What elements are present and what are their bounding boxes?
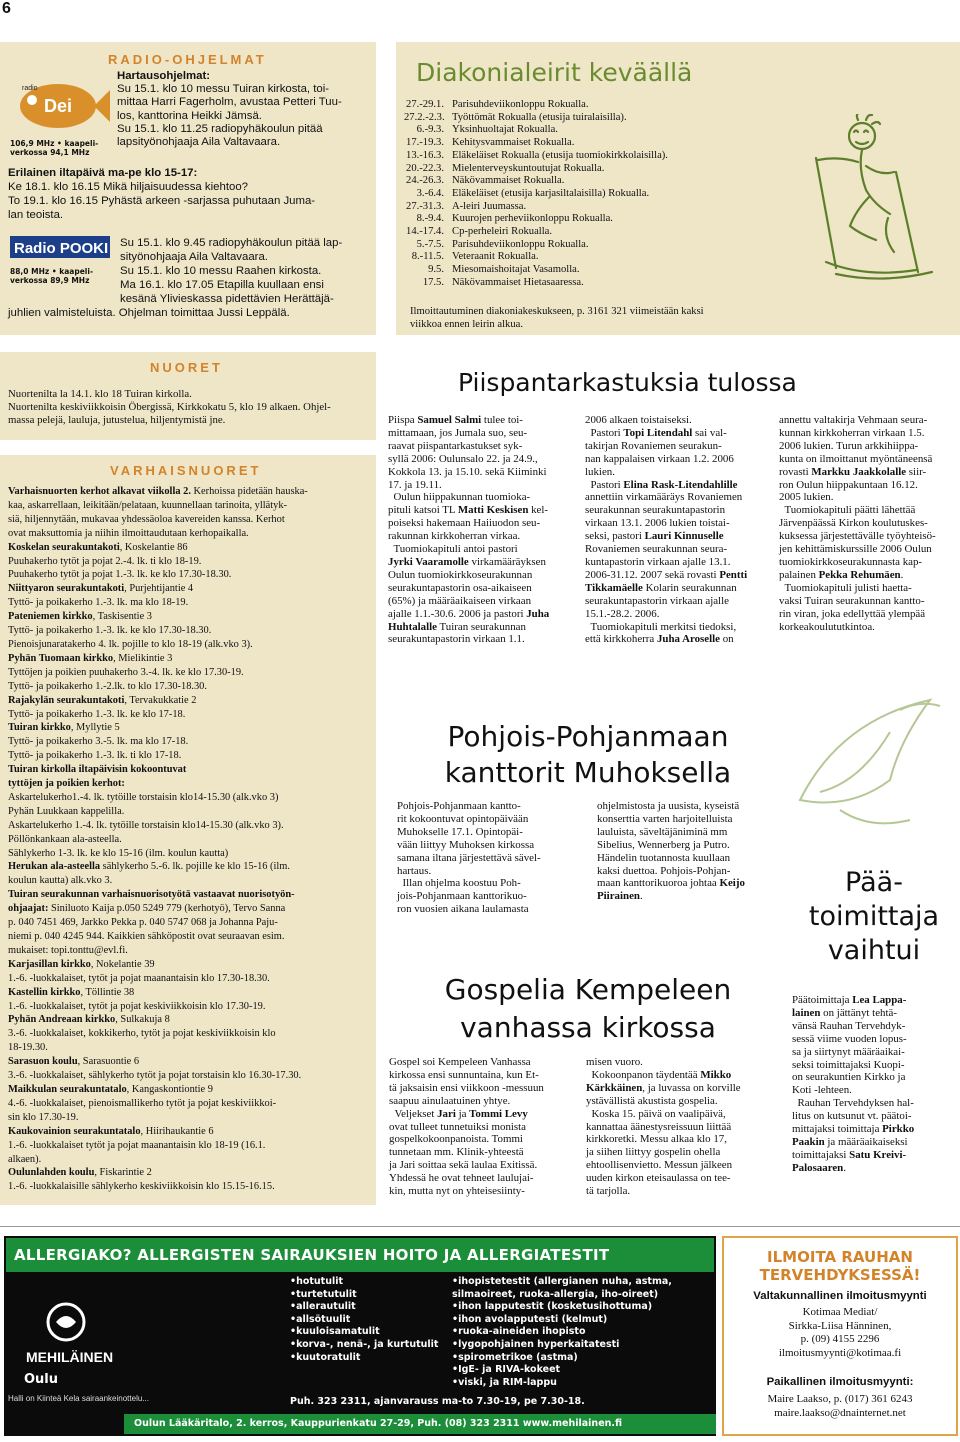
article-line: Händelin tuotannosta kuullaan (597, 851, 731, 864)
article-line: 2006 alkaen toistaiseksi. (585, 414, 692, 426)
ilmoita-line: Sirkka-Liisa Hänninen, (788, 1319, 892, 1332)
ilmoita-sub: Valtakunnallinen ilmoitusmyynti (753, 1290, 927, 1302)
article-line: kuntapastorin virkaan ajalle 13.1. (585, 555, 731, 568)
paatoimittaja-title-line: vaihtui (827, 935, 921, 966)
article-line: vaksi Tuiran seurakunnan kantto- (779, 594, 925, 607)
article-line: kirkkoretki. Messu alkaa klo 17, (586, 1133, 727, 1146)
skier-illustration-icon (796, 114, 946, 284)
article-line: litus on kutsunut vt. päätoi- (792, 1110, 912, 1123)
radio-last-line: juhlien valmisteluista. Ohjelman toimittaa Jussi Leppälä. (8, 307, 290, 319)
gospel-col2 (586, 1056, 774, 1198)
article-line: vään liittyy Muhoksen kirkossa (397, 838, 535, 851)
page-number: 6 (2, 0, 11, 17)
varhaisnuoret-box (0, 455, 376, 1205)
varhais-line: 1.-6. -luokkalaiset, tytöt ja pojat keskiviikkoisin klo 17.30-19. (8, 1000, 266, 1012)
article-line: Tikkamäelle Kolarin seurakunnan (585, 581, 737, 594)
diakonia-row: 17.-19.3. Kehitysvammaiset Rokualla. (406, 137, 575, 149)
article-line: lukien. (585, 465, 615, 478)
varhais-line: Pateniemen kirkko, Taskisentie 3 (8, 611, 152, 623)
radio-line: Hartausohjelmat: (117, 70, 211, 82)
varhais-line: Herukan ala-asteella sählykerho 5.-6. lk. pojille ke klo 15-16 (ilm. (8, 861, 290, 873)
piispa-col2 (585, 414, 767, 646)
article-line: ystävällistä akustista gospelia. (586, 1094, 718, 1107)
article-line: ja siihen liittyy gospelin ohella (586, 1146, 721, 1159)
article-line: rit kokoontuvat opintopäivään (397, 812, 529, 825)
article-line: Koti -lehteen. (792, 1084, 852, 1097)
radio-line: lan teoista. (8, 209, 64, 221)
radio-line: mittaa Harri Fagerholm, avustaa Petteri Tuu- (117, 96, 342, 109)
ad-list-item: •ihon avolapputesti (kelmut) (452, 1313, 608, 1325)
article-line: Järvenpäässä Kirkon koulutuskes- (779, 517, 928, 530)
varhais-line: Tyttö- ja poikakerho 1.-3. lk. ma klo 18-19. (8, 597, 189, 609)
kanttorit-col1 (397, 800, 579, 916)
varhais-line: 3.-6. -luokkalaiset, kokkikerho, tytöt ja pojat keskiviikkoisin klo (8, 1028, 276, 1040)
varhais-line: mukaiset: topi.tonttu@evl.fi. (8, 944, 128, 956)
ad-list-item: silmaoireet, ruoka-allergia, iho-oireet) (452, 1288, 659, 1300)
article-line: tä jaksaisin ensi viikkoon -messuun (389, 1081, 544, 1094)
varhais-line: ovat maksuttomia ja niihin ilmoittaudutaan kerhopaikalla. (8, 527, 249, 539)
varhais-line: Koskelan seurakuntakoti, Koskelantie 86 (8, 541, 188, 553)
article-line: lauluista, säveltäjäniminä mm (597, 825, 728, 838)
article-line: seurakuntapastorin osa-aikaiseen (388, 581, 532, 594)
varhais-line: koulun kautta) alk.vko 3. (8, 875, 113, 887)
radio-line: Su 15.1. klo 10 messu Raahen kirkosta. (120, 265, 322, 277)
article-line: uuden kirkon eteisaulassa on tee- (586, 1172, 731, 1185)
article-line: Kokoonpanon täydentää Mikko (586, 1068, 732, 1081)
varhais-line: Sarasuon koulu, Sarasuontie 6 (8, 1056, 140, 1068)
article-line: Tuomiokapituli päätti lähettää (779, 504, 916, 517)
radio-line: sityönohjaaja Aila Valtavaara. (120, 251, 268, 263)
varhais-line: 1.-6. -luokkalaiset tytöt ja pojat maanantaisin klo 18-19 (16.1. (8, 1139, 266, 1151)
article-line: Gospel soi Kempeleen Vanhassa (389, 1056, 531, 1068)
varhais-line: 1.-6. -luokkalaiset, tytöt ja pojat maanantaisin klo 17.30-18.30. (8, 972, 270, 984)
article-line: saapuu ainulaatuinen yhtye. (389, 1094, 511, 1107)
ilmoita-line: maire.laakso@dnainternet.net (774, 1406, 906, 1419)
article-line: Palosaaren. (792, 1161, 846, 1174)
ad-list-item: •lygopohjainen hyperkaitatesti (452, 1338, 620, 1350)
diakonia-row: 27.2.-2.3. Työttömät Rokualla (etusija tuiralaisilla). (404, 111, 627, 123)
ad-address-bar (124, 1414, 716, 1434)
article-line: nan kappalaisen virkaan 1.2. 2006 (585, 452, 734, 465)
ilmoita-title-line: TERVEHDYKSESSÄ! (759, 1266, 921, 1284)
varhais-line: 18-19.30. (8, 1042, 48, 1054)
article-line: seksi, pastori Lauri Kinnuselle (585, 530, 724, 543)
article-line: Huhtalalle Tuiran seurakunnan (388, 620, 526, 633)
article-line: gospelkokoonpanoista. Tommi (389, 1133, 523, 1146)
article-line: Tuomiokapituli merkitsi tiedoksi, (585, 620, 737, 633)
varhais-line: Kastellin kirkko, Töllintie 38 (8, 986, 135, 998)
divider (0, 1226, 960, 1227)
article-line: mittajaksi toimittaja Pirkko (792, 1123, 915, 1136)
article-line: ehtoollisenvietto. Messun jälkeen (586, 1159, 733, 1172)
article-line: Illan ohjelma koostuu Poh- (397, 877, 521, 890)
article-line: on seurakuntien Kirkko ja (792, 1071, 906, 1084)
ad-list2 (452, 1276, 714, 1389)
article-line: 2006 lukien. Turun arkkihiippa- (779, 439, 919, 452)
article-line: Oulun tuomiokirkkoseurakunnan (388, 568, 533, 581)
article-line: Rauhan Tervehdyksen hal- (792, 1097, 914, 1110)
diakonia-footer-line: viikkoa ennen leirin alkua. (410, 318, 523, 330)
varhais-line: Maikkulan seurakuntatalo, Kangaskontiontie 9 (8, 1083, 213, 1095)
varhais-line: 3.-6. -luokkalaiset, sählykerho tytöt ja pojat torstaisin klo 16.30-17.30. (8, 1070, 302, 1082)
radio-line: Su 15.1. klo 9.45 radiopyhäkoulun pitää lap- (120, 237, 343, 249)
diakonia-title: Diakonialeirit keväällä (416, 58, 693, 87)
nuoret-box (0, 352, 376, 440)
article-line: Tuomiokapituli julisti haetta- (779, 581, 912, 594)
ad-headline-bar (6, 1238, 714, 1272)
article-line: pituli katsoi TL Matti Keskisen kel- (388, 504, 549, 517)
diakonia-row: 8.-9.4. Kuurojen perheviikonloppu Rokualla. (416, 213, 613, 225)
svg-text:MEHILÄINEN: MEHILÄINEN (26, 1349, 114, 1365)
ad-list-item: •ihon lapputestit (kosketusihottuma) (452, 1301, 653, 1313)
ilmoita-box (722, 1236, 958, 1436)
article-line: tä tarjolla. (586, 1185, 631, 1198)
nuoret-line: Nuortenilta la 14.1. klo 18 Tuiran kirkolla. (8, 388, 192, 400)
article-line: Paakin ja määräaikaiseksi (792, 1135, 908, 1148)
ad-list-item: •kuutoratulit (290, 1351, 361, 1363)
article-line: 2005 lukien. (779, 491, 834, 504)
ad-list-item: •kuuloisamatulit (290, 1326, 380, 1338)
radio-lines3 (120, 236, 372, 306)
varhais-line: 1.-6. -luokkalaisille sählykerho keskiviikkoisin klo 15.15-16.15. (8, 1181, 275, 1193)
kanttorit-title-line2: kanttorit Muhoksella (444, 756, 732, 789)
article-line: (65%) ja määräaikaiseen virkaan (388, 594, 532, 607)
varhais-line: tyttöjen ja poikien kerhot: (8, 778, 125, 790)
ilmoita-title-line: ILMOITA RAUHAN (767, 1248, 913, 1266)
varhais-line: Puuhakerho tytöt ja pojat 1.-3. lk. ke klo 17.30-18.30. (8, 569, 232, 581)
varhais-line: alkaen). (8, 1153, 42, 1165)
varhais-line: Tyttö- ja poikakerho 1.-2.lk. to klo 17.30-18.30. (8, 680, 207, 692)
article-line: annettiin virkamääräys Rovaniemen (585, 491, 743, 504)
varhaisnuoret-list (8, 485, 374, 1194)
article-line: Muhokselle 17.1. Opintopäi- (397, 825, 523, 838)
article-line: hartaus. (397, 864, 432, 877)
mehilainen-logo-icon (26, 1296, 136, 1366)
varhais-line: Tyttö- ja poikakerho 1.-3. lk. ti klo 17-18. (8, 750, 182, 762)
ad-list-item: •korva-, nenä-, ja kurtutulit (290, 1338, 439, 1350)
article-line: ja Jari soittaa sekä laulaa Exitissä. (389, 1159, 538, 1172)
radio-dei-freq: 106,9 MHz • kaapeli-verkossa 94,1 MHz (10, 139, 99, 157)
ilmoita-lines2 (724, 1393, 956, 1420)
article-line: ron vuosien aikana laulamasta (397, 903, 529, 916)
radio-line: los, kanttorina Heikki Jämsä. (117, 109, 262, 122)
article-line: syllä 2006: Oulunsalo 22. ja 24.9., (388, 452, 538, 465)
varhais-line: Niittyaron seurakuntakoti, Purjehtijantie 4 (8, 583, 194, 595)
varhais-line: Pöllönkankaan ala-asteella. (8, 833, 122, 845)
varhais-line: Pienoisjunaratakerho 4. lk. pojille to klo 18-19 (alk.vko 3). (8, 638, 253, 650)
svg-text:Dei: Dei (44, 96, 73, 116)
diakonia-row: 20.-22.3. Mielenterveyskuntoutujat Rokualla. (406, 162, 605, 174)
varhais-line: niemi p. 040 4245 944. Kaikkien sähköpostit ovat seuraavan esim. (8, 931, 285, 942)
varhais-line: Kaukovainion seurakuntatalo, Hiirihaukantie 6 (8, 1125, 214, 1137)
article-line: ajalle 1.1.-30.6. 2006 ja pastori Juha (388, 607, 550, 620)
article-line: ovat tulleet tunnetuiksi monista (389, 1120, 527, 1133)
article-line: kirkossa ensi sunnuntaina, kun Et- (389, 1068, 539, 1081)
article-line: rovasti Markku Jaakkolalle siir- (779, 465, 927, 478)
radio-line: To 19.1. klo 16.15 Pyhästä arkeen -sarjassa puhutaan Juma- (8, 195, 316, 207)
paatoimittaja-title (788, 866, 960, 968)
article-line: rakunnan kirkkoherran virkaa. (388, 530, 521, 543)
paatoimittaja-title-line: toimittaja (808, 901, 940, 932)
diakonia-row: 17.5. Näkövammaiset Hietasaaressa. (422, 276, 584, 288)
varhais-line: Varhaisnuorten kerhot alkavat viikolla 2. Kerhoissa pidetään hauska- (8, 486, 308, 497)
varhais-line: 4.-6. -luokkalaiset, pienoismallikerho tytöt ja pojat keskiviikkoi- (8, 1097, 277, 1109)
radio-line: Erilainen iltapäivä ma-pe klo 15-17: (8, 167, 198, 179)
piispa-col1 (388, 414, 570, 646)
diakonia-row: 6.-9.3. Yksinhuoltajat Rokualla. (416, 124, 558, 136)
ilmoita-lines (724, 1306, 956, 1360)
article-line: Pastori Elina Rask-Litendahlille (585, 478, 738, 491)
article-line: Pastori Topi Litendahl sai val- (585, 426, 727, 439)
radio-pooki-logo (10, 234, 110, 298)
article-line: virkaan 13.1. 2006 lukien toistai- (585, 517, 730, 530)
dove-illustration-icon (780, 680, 955, 860)
ilmoita-sub2: Paikallinen ilmoitusmyynti: (766, 1376, 914, 1388)
gospel-title-line1: Gospelia Kempeleen (444, 973, 732, 1006)
ilmoita-line: Kotimaa Mediat/ (802, 1306, 878, 1318)
varhais-line: Askartelukerho1.-4. lk. tytöille torstaisin klo14-15.30 (alk.vko 3) (8, 791, 279, 803)
varhaisnuoret-heading: VARHAISNUORET (110, 463, 262, 478)
article-line: takirjan Rovaniemen seurakun- (585, 439, 722, 452)
article-line: kuksessa järjestettävälle työyhteisö- (779, 530, 936, 543)
article-line: jen kehittämiskurssille 2006 Oulun (779, 543, 932, 556)
radio-line: Su 15.1. klo 10 messu Tuiran kirkosta, toi- (117, 83, 330, 96)
article-line: rin viran, joka edellyttää ylempää (779, 607, 926, 620)
article-line: Jyrki Vaaramolle virkamääräyksen (388, 555, 546, 568)
varhais-line: Pyhän Luukkaan kappelilla. (8, 805, 125, 817)
article-line: Pohjois-Pohjanmaan kantto- (397, 800, 521, 812)
ad-list-item: •ihopistetestit (allergianen nuha, astma, (452, 1276, 672, 1287)
article-line: sa ja siirtynyt määräaikai- (792, 1045, 905, 1058)
nuoret-line: Nuortenilta keskiviikkoisin Öbergissä, Kirkkokatu 5, klo 19 alkaen. Ohjel- (8, 401, 331, 414)
ilmoita-line: Maire Laakso, p. (017) 361 6243 (767, 1393, 913, 1405)
article-line: seurakunnan seurakuntapastorin (585, 504, 726, 517)
radio-heading: RADIO-OHJELMAT (108, 52, 267, 67)
radio-line: Ma 16.1. klo 17.05 Etapilla kuullaan ensi (120, 279, 324, 291)
article-line: toimittajaksi Satu Kreivi- (792, 1148, 907, 1161)
diakonia-list (404, 99, 784, 290)
article-line: jois-Pohjanmaan kanttorikuo- (397, 890, 527, 903)
nuoret-text (8, 388, 374, 428)
article-line: tuomiokirkkoseurakunnasta kap- (779, 555, 923, 568)
radio-dei-logo (10, 76, 110, 156)
article-line: Kärkkäinen, ja luvassa on korville (586, 1081, 741, 1094)
varhais-line: Karjasillan kirkko, Nokelantie 39 (8, 958, 155, 970)
varhais-line: Pyhän Andreaan kirkko, Sulkakuja 8 (8, 1014, 170, 1026)
varhais-line: p. 040 7451 469, Jarkko Pekka p. 040 5747 068 ja Johanna Paju- (8, 917, 278, 929)
diakonia-row: 5.-7.5. Parisuhdeviikonloppu Rokualla. (416, 238, 589, 250)
article-line: poiseksi hakemaan Haiiuodon seu- (388, 517, 541, 530)
article-line: tunnetaan mm. Klinik-yhteestä (389, 1146, 524, 1159)
ad-list-item: •allerautulit (290, 1301, 356, 1313)
ad-brand-sub: Oulu (24, 1372, 59, 1387)
diakonia-box (396, 42, 960, 335)
article-line: Koska 15. päivä on vaalipäivä, (586, 1107, 726, 1120)
article-line: kaksi duettoa. Pohjois-Pohjan- (597, 864, 731, 877)
article-line: kin, mutta nyt on yhteisesiinty- (389, 1185, 525, 1198)
pooki-logo-icon (10, 234, 110, 260)
gospel-col1 (389, 1056, 571, 1198)
varhais-line: Sählykerho 1-3. lk. ke klo 15-16 (ilm. koulun kautta) (8, 847, 229, 859)
mehilainen-ad (4, 1236, 716, 1436)
article-line: raavat piispantarkastukset syk- (388, 439, 523, 452)
article-line: Piispa Samuel Salmi tulee toi- (388, 414, 523, 426)
article-line: kunta on ilmoittanut myöntäneensä (779, 452, 933, 465)
kanttorit-col2 (597, 800, 779, 903)
radio-line: kesänä Ylivieskassa pidettävien Herättäjä- (120, 293, 334, 305)
article-line: Päätoimittaja Lea Lappa- (792, 994, 907, 1006)
ad-list-item: •hotutulit (290, 1276, 344, 1287)
article-line: Kokkola 13. ja 15.10. sekä Kiiminki (388, 465, 547, 478)
article-line: Yhdessä he ovat tehneet laulujai- (389, 1172, 534, 1185)
piispa-title: Piispantarkastuksia tulossa (458, 368, 797, 397)
paatoimittaja-text (792, 994, 956, 1175)
radio-box (0, 42, 376, 335)
radio-line: Su 15.1. klo 11.25 radiopyhäkoulun pitää (117, 122, 323, 135)
ad-list-item: •allsötuulit (290, 1313, 351, 1325)
article-line: 2006-31.12. 2007 sekä rovasti Pentti (585, 568, 748, 581)
article-line: Sibelius, Wennerberg ja Putro. (597, 838, 730, 851)
diakonia-row: 24.-26.3. Näkövammaiset Rokualla. (406, 175, 565, 187)
varhais-line: Pyhän Tuomaan kirkko, Mielikintie 3 (8, 652, 173, 664)
article-line: että kirkkoherra Juha Aroselle on (585, 633, 734, 646)
ilmoita-line: p. (09) 4155 2296 (800, 1333, 880, 1345)
varhais-line: Askartelukerho 1.-4. lk. tytöille torstaisin klo14-15.30 (alk.vko 3). (8, 819, 284, 831)
nuoret-heading: NUORET (150, 360, 223, 375)
ad-list-item: •spirometrikoe (astma) (452, 1351, 578, 1363)
article-line: Piirainen. (597, 890, 643, 903)
article-line: maan kanttorikuoroa johtaa Keijo (597, 877, 745, 890)
article-line: Rovaniemen seurakunnan seura- (585, 543, 728, 556)
varhais-line: kaa, askarrellaan, leikitään/pelataan, kuunnellaan tarinoita, yllätyk- (8, 499, 287, 511)
diakonia-row: 3.-6.4. Eläkeläiset (etusija karjasiltalaisilla) Rokualla. (416, 187, 650, 199)
diakonia-row: 8.-11.5. Veteraanit Rokualla. (411, 251, 539, 263)
radio-lines1 (117, 70, 371, 149)
svg-text:Radio POOKI: Radio POOKI (14, 240, 109, 257)
article-line: ohjelmistosta ja uusista, kyseistä (597, 800, 740, 812)
varhais-line: Tyttöjen ja poikien puuhakerho 3.-4. lk. ke klo 17.30-19. (8, 666, 244, 678)
varhais-line: Tuiran seurakunnan varhaisnuorisotyötä vastaavat nuorisotyön- (8, 889, 295, 901)
diakonia-footer-line: Ilmoittautuminen diakoniakeskukseen, p. 3161 321 viimeistään kaksi (410, 306, 704, 317)
diakonia-row: 27.-29.1. Parisuhdeviikonloppu Rokualla. (406, 99, 589, 110)
article-line: Veljekset Jari ja Tommi Levy (389, 1107, 528, 1120)
diakonia-row: 27.-31.3. A-leiri Juumassa. (406, 200, 527, 212)
article-line: misen vuoro. (586, 1056, 643, 1068)
varhais-line: Tyttö- ja poikakerho 1.-3. lk. ke klo 17-18. (8, 708, 186, 720)
radio-line: Ke 18.1. klo 16.15 Mikä hiljaisuudessa kiehtoo? (8, 181, 248, 193)
article-line: kunnan kirkkoherran virkaan 1.5. (779, 426, 925, 439)
article-line: korkeakoulututkintoa. (779, 620, 875, 633)
diakonia-row: 14.-17.4. Cp-perheleiri Rokualla. (406, 226, 553, 238)
ilmoita-title (724, 1248, 956, 1284)
fish-logo-icon (10, 76, 110, 134)
radio-pooki-freq: 88,0 MHz • kaapeli-verkossa 89,9 MHz (10, 267, 94, 285)
radio-line: lapsityönohjaaja Aila Valtavaara. (117, 136, 281, 149)
article-line: ron Oulun hiippakuntaan 16.12. (779, 478, 918, 491)
gospel-title-line2: vanhassa kirkossa (460, 1011, 716, 1044)
ilmoita-line: ilmoitusmyynti@kotimaa.fi (778, 1346, 902, 1359)
article-line: sessä viime vuoden lopus- (792, 1032, 907, 1045)
diakonia-footer (410, 306, 790, 332)
varhais-line: siä, hiljennytään, mukavaa yhdessäoloa kavereiden kanssa. Kerhot (8, 513, 285, 525)
ad-list1 (290, 1276, 440, 1364)
radio-lines2 (8, 166, 372, 222)
ad-foot-left: Halli on Kiinteä Kela sairaankeinottelu... (8, 1394, 149, 1403)
ad-address: Oulun Lääkäritalo, 2. kerros, Kauppurienkatu 27-29, Puh. (08) 323 2311 www.mehilainen.fi (134, 1418, 623, 1429)
ad-list-item: •turtetutulit (290, 1288, 357, 1300)
varhais-line: Tuiran kirkko, Myllytie 5 (8, 722, 120, 734)
article-line: vänsä Rauhan Tervehdyk- (792, 1019, 906, 1032)
paatoimittaja-title-line: Pää- (845, 867, 903, 898)
article-line: seurakuntapastorin virkaan 1.1. (388, 633, 525, 646)
varhais-line: Oulunlahden koulu, Fiskarintie 2 (8, 1167, 152, 1179)
ad-list-item: •ruoka-aineiden ihopisto (452, 1326, 586, 1338)
article-line: 17. ja 19.11. (388, 478, 442, 491)
article-line: kannattaa äänestysreissuun liittää (586, 1120, 732, 1133)
article-line: mittamaan, jos Jumala suo, seu- (388, 426, 528, 439)
varhais-line: Tyttö- ja poikakerho 3.-5. lk. ma klo 17-18. (8, 736, 189, 748)
article-line: seksi toimittajaksi Kuopi- (792, 1058, 905, 1071)
article-line: lainen on jättänyt tehtä- (792, 1006, 897, 1019)
ad-list-item: •viski, ja RIM-lappu (452, 1376, 557, 1388)
kanttorit-title-line1: Pohjois-Pohjanmaan (447, 720, 729, 753)
article-line: seurakuntapastorin virkaan ajalle (585, 594, 729, 607)
piispa-col3 (779, 414, 959, 633)
article-line: Tuomiokapituli antoi pastori (388, 543, 518, 556)
ad-list-item: •IgE- ja RIVA-kokeet (452, 1364, 561, 1376)
diakonia-row: 9.5. Miesomaishoitajat Vasamolla. (428, 264, 580, 276)
nuoret-line: massa pelejä, lauluja, jutustelua, hiljentymistä jne. (8, 414, 226, 427)
varhais-line: Rajakylän seurakuntakoti, Tervakukkatie 2 (8, 694, 197, 706)
article-line: palainen Pekka Rehumäen. (779, 568, 904, 581)
article-line: annettu valtakirja Vehmaan seura- (779, 414, 928, 426)
ad-headline: ALLERGIAKO? ALLERGISTEN SAIRAUKSIEN HOITO JA ALLERGIATESTIT (14, 1246, 610, 1264)
varhais-line: Tuiran kirkolla iltapäivisin kokoontuvat (8, 764, 187, 776)
article-line: samana iltana järjestettävä sävel- (397, 851, 541, 864)
ad-small: Puh. 323 2311, ajanvarauss ma-to 7.30-19, pe 7.30-18. (290, 1396, 585, 1407)
varhais-line: Puuhakerho tytöt ja pojat 2.-4. lk. ti klo 18-19. (8, 555, 202, 567)
varhais-line: sin klo 17.30-19. (8, 1111, 79, 1123)
svg-text:radio: radio (22, 85, 38, 92)
varhais-line: Tyttö- ja poikakerho 1.-3. lk. ke klo 17.30-18.30. (8, 625, 212, 637)
article-line: 15.1.-28.2. 2006. (585, 607, 660, 620)
diakonia-row: 13.-16.3. Eläkeläiset Rokualla (etusija tuomiokirkkolaisilla). (406, 149, 668, 161)
article-line: konserttia varten harjoitelluista (597, 812, 733, 825)
kanttorit-title (398, 719, 778, 791)
varhais-line: ohjaajat: Siniluoto Kaija p.050 5249 779 (kerhotyö), Tervo Sanna (8, 903, 286, 915)
gospel-title (398, 971, 778, 1047)
article-line: Oulun hiippakunnan tuomioka- (388, 491, 531, 504)
